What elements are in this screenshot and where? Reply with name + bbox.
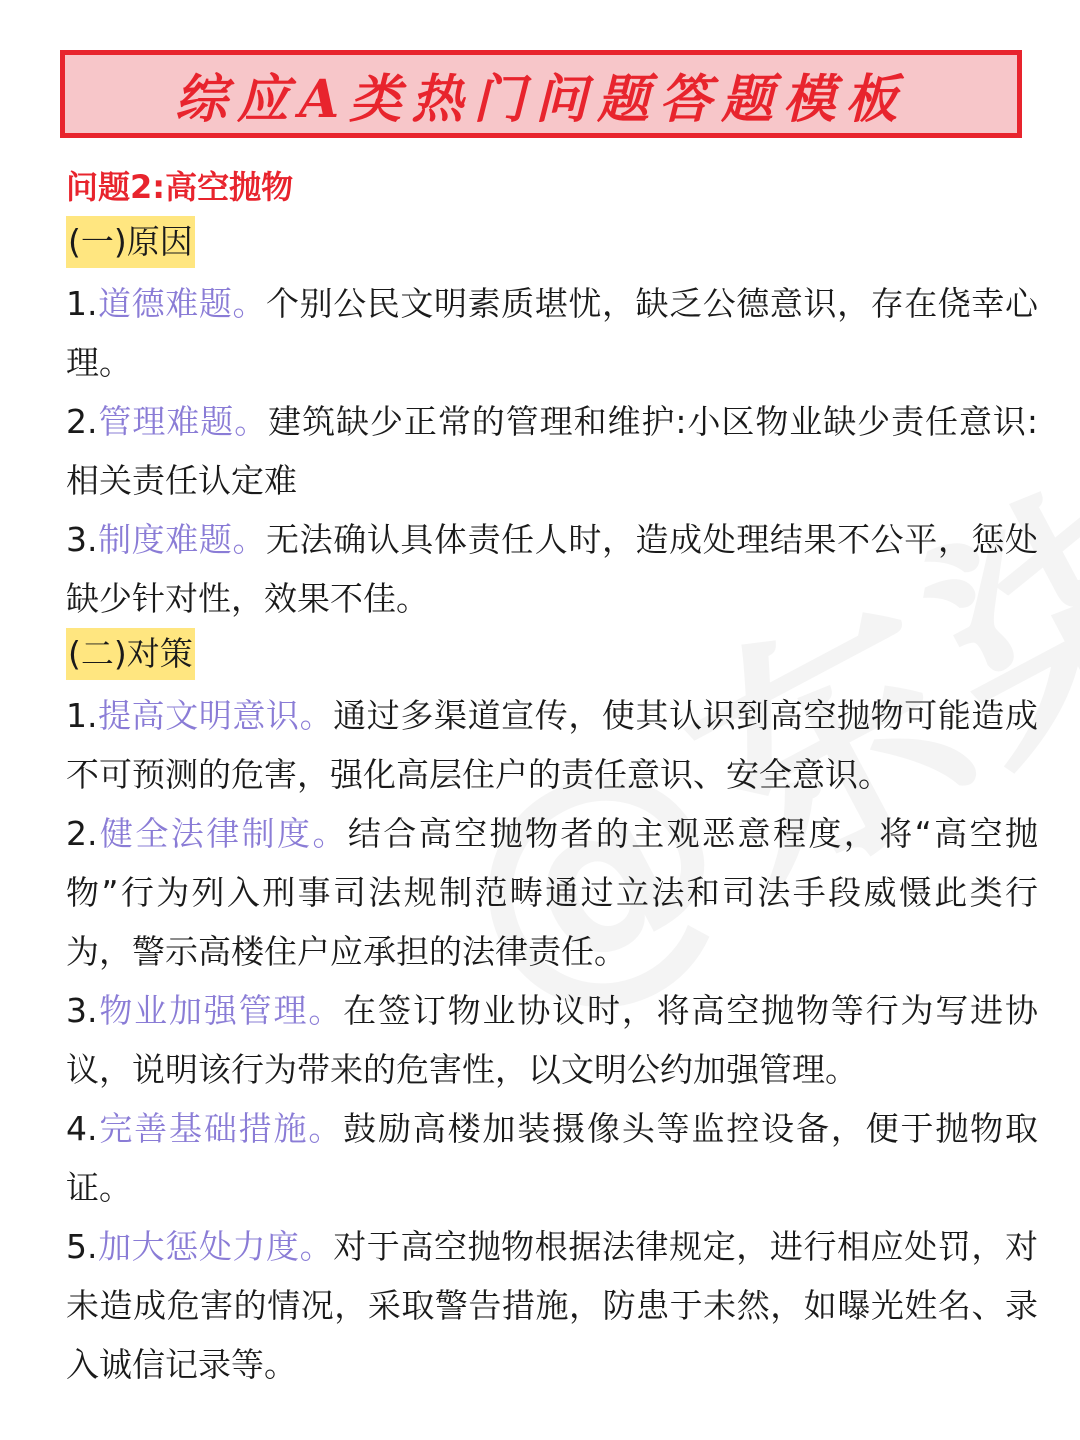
- item-number: 2.: [66, 402, 98, 441]
- item-number: 5.: [66, 1227, 98, 1266]
- item-text: 鼓励高楼加装摄像头等监控设备，便于抛物取证。: [66, 1109, 1039, 1207]
- section-heading-causes: (一)原因: [66, 216, 195, 268]
- item-keyword: 加大惩处力度。: [97, 1227, 334, 1266]
- item-number: 4.: [66, 1109, 98, 1148]
- list-item: [66, 981, 1038, 1099]
- section-measures: [66, 628, 1038, 1394]
- list-item: [66, 686, 1038, 804]
- list-item: [66, 392, 1038, 510]
- item-keyword: 健全法律制度。: [97, 814, 348, 853]
- main-content: [66, 158, 1038, 1394]
- item-text: 个别公民文明素质堪忧，缺乏公德意识，存在侥幸心理。: [66, 284, 1039, 382]
- list-item: [66, 1099, 1038, 1217]
- list-item: [66, 510, 1038, 628]
- item-number: 2.: [66, 814, 98, 853]
- item-text: 无法确认具体责任人时，造成处理结果不公平，惩处缺少针对性，效果不佳。: [66, 520, 1039, 618]
- section-heading-measures: (二)对策: [66, 628, 195, 680]
- item-keyword: 管理难题。: [97, 402, 269, 441]
- item-text: 通过多渠道宣传，使其认识到高空抛物可能造成不可预测的危害，强化高层住户的责任意识、安全意识。: [66, 696, 1039, 794]
- item-number: 3.: [66, 520, 98, 559]
- item-keyword: 完善基础措施。: [97, 1109, 344, 1148]
- item-text: 在签订物业协议时，将高空抛物等行为写进协议，说明该行为带来的危害性，以文明公约加强管理。: [66, 991, 1039, 1089]
- item-keyword: 物业加强管理。: [97, 991, 344, 1030]
- page-title: 综应A类热门问题答题模板: [174, 68, 908, 130]
- item-text: 结合高空抛物者的主观恶意程度，将“高空抛物”行为列入刑事司法规制范畴通过立法和司法手段威慑此类行为，警示高楼住户应承担的法律责任。: [66, 814, 1038, 971]
- item-keyword: 道德难题。: [97, 284, 267, 323]
- question-title: 问题2:高空抛物: [66, 168, 294, 206]
- item-keyword: 制度难题。: [97, 520, 267, 559]
- list-item: [66, 804, 1038, 981]
- section-causes: [66, 216, 1038, 628]
- list-item: [66, 274, 1038, 392]
- item-text: 对于高空抛物根据法律规定，进行相应处罚，对未造成危害的情况，采取警告措施，防患于未然，如曝光姓名、录入诚信记录等。: [66, 1227, 1039, 1384]
- item-text: 建筑缺少正常的管理和维护:小区物业缺少责任意识:相关责任认定难: [66, 402, 1038, 500]
- item-number: 1.: [66, 284, 98, 323]
- item-number: 1.: [66, 696, 98, 735]
- item-keyword: 提高文明意识。: [97, 696, 334, 735]
- item-number: 3.: [66, 991, 98, 1030]
- list-item: [66, 1217, 1038, 1394]
- title-banner: [60, 50, 1022, 138]
